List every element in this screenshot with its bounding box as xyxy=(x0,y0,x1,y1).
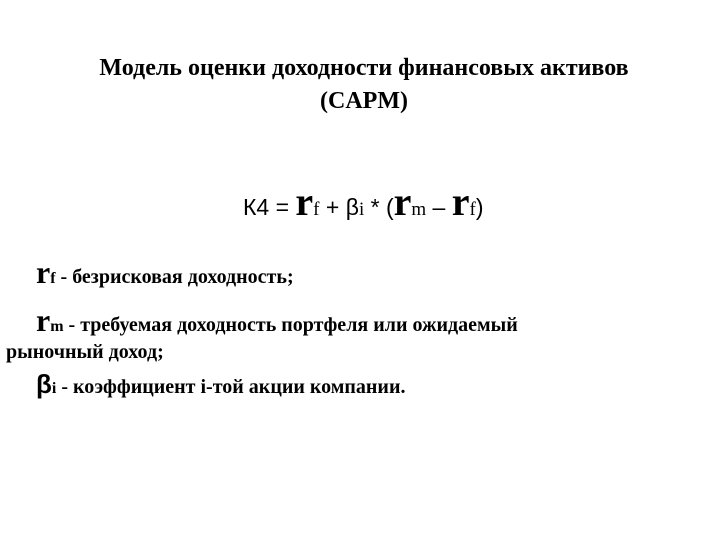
definition-sub: i xyxy=(51,380,57,397)
definition-beta xyxy=(36,370,405,403)
formula-sub-m: m xyxy=(411,199,427,220)
formula-minus: – xyxy=(426,194,452,220)
definition-symbol: r xyxy=(36,254,51,290)
definition-text: - требуемая доходность портфеля или ожидаемый xyxy=(63,314,518,336)
title-line-2: (CAPM) xyxy=(320,88,408,114)
title-line-1: Модель оценки доходности финансовых активов xyxy=(99,55,629,81)
formula-sub-f2: f xyxy=(469,199,476,220)
definition-sub: m xyxy=(50,318,64,335)
definition-rf xyxy=(36,254,294,293)
formula-lhs: К4 = xyxy=(243,194,296,220)
formula-plus: + xyxy=(319,194,346,220)
definition-symbol: β xyxy=(36,369,52,399)
formula-r-f: r xyxy=(295,179,314,224)
definition-sub: f xyxy=(50,270,56,287)
formula-star-paren: * ( xyxy=(364,194,394,220)
formula-r-m: r xyxy=(393,179,412,224)
definition-rm-continuation: рыночный доход; xyxy=(6,341,164,363)
formula-sub-i: i xyxy=(358,199,365,220)
definition-rm xyxy=(36,302,518,341)
formula-r-f2: r xyxy=(451,179,470,224)
formula-beta: β xyxy=(345,194,359,220)
definition-text: - коэффициент i-той акции компании. xyxy=(56,376,406,398)
formula-close: ) xyxy=(475,194,484,220)
definition-text: - безрисковая доходность; xyxy=(55,266,294,288)
formula-sub-f: f xyxy=(313,199,320,220)
capm-formula xyxy=(243,179,484,230)
slide-title xyxy=(0,52,720,118)
definition-symbol: r xyxy=(36,302,51,338)
